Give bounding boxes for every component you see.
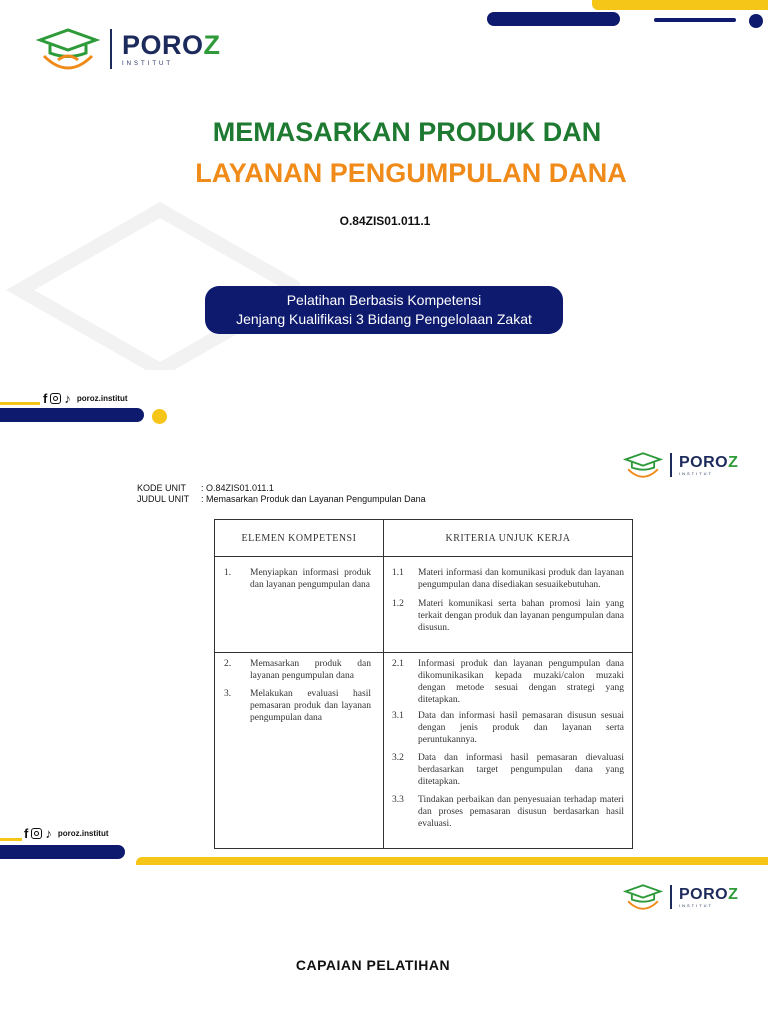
table-row <box>215 557 633 653</box>
cover-unit-code: O.84ZIS01.011.1 <box>339 214 431 228</box>
instagram-icon[interactable] <box>50 393 61 404</box>
criteria-item: 1.2 Materi komunikasi serta bahan promosi lain yang terkait dengan produk dan layanan pengumpulan dana disusun. <box>392 599 624 633</box>
criteria-item: 3.2 Data dan informasi hasil pemasaran dievaluasi berdasarkan target pengumpulan dana yang ditetapkan. <box>392 753 624 787</box>
graduation-cap-icon <box>623 884 663 910</box>
brand-logo-small <box>623 884 738 910</box>
table-header-row <box>215 520 633 557</box>
brand-wordmark-small: POROZ <box>679 453 739 471</box>
header-kriteria: KRITERIA UNJUK KERJA <box>384 520 633 557</box>
competency-table <box>214 519 633 849</box>
judul-unit-line <box>137 494 426 504</box>
judul-unit-value: : Memasarkan Produk dan Layanan Pengumpulan Dana <box>201 494 426 504</box>
footer-navy-bar <box>0 845 125 859</box>
brand-subtitle-small: INSTITUT <box>679 902 713 908</box>
facebook-icon[interactable]: f <box>24 826 29 841</box>
criteria-item: 3.3 Tindakan perbaikan dan penyesuaian terhadap materi dan proses pemasaran disusun berdasarkan hasil evaluasi. <box>392 795 624 829</box>
pill-line1: Pelatihan Berbasis Kompetensi <box>286 292 482 308</box>
pill-line2: Jenjang Kualifikasi 3 Bidang Pengelolaan Zakat <box>236 311 532 327</box>
brand-logo-small <box>623 452 738 478</box>
top-navy-line <box>654 18 736 22</box>
header-elemen: ELEMEN KOMPETENSI <box>215 520 384 557</box>
graduation-cap-icon <box>623 452 663 478</box>
cover-footer-navy-bar <box>0 408 144 422</box>
tiktok-icon[interactable]: ♪ <box>45 826 52 841</box>
criteria-item: 2.1 Informasi produk dan layanan pengumpulan dana dikomunikasikan kepada muzaki/calon muzaki dengan metode sesuai dengan strategi yang ditetapkan. <box>392 659 624 705</box>
graduation-cap-icon <box>36 28 100 70</box>
top-gold-bar <box>592 0 768 10</box>
element-item: 1. Menyiapkan informasi produk dan layanan pengumpulan dana <box>224 568 371 590</box>
judul-unit-label: JUDUL UNIT <box>137 494 190 504</box>
criteria-item: 3.1 Data dan informasi hasil pemasaran disusun sesuai dengan jenis produk dan layanan serta peruntukannya. <box>392 711 624 745</box>
footer-gold-line <box>0 838 22 841</box>
top-navy-dot <box>749 14 763 28</box>
tiktok-icon[interactable]: ♪ <box>64 391 71 406</box>
kode-unit-label: KODE UNIT <box>137 483 187 493</box>
criteria-item: 1.1 Materi informasi dan komunikasi produk dan layanan pengumpulan dana disediakan sesuaikebutuhan. <box>392 568 624 590</box>
brand-logo <box>36 28 221 70</box>
element-item: 2. Memasarkan produk dan layanan pengumpulan dana <box>224 659 371 681</box>
section-title-capaian: CAPAIAN PELATIHAN <box>295 957 451 973</box>
brand-wordmark-small: POROZ <box>679 885 739 903</box>
row2-elements <box>215 653 384 849</box>
kode-unit-value: : O.84ZIS01.011.1 <box>201 483 274 493</box>
brand-wordmark: POROZ <box>122 29 221 60</box>
brand-subtitle: INSTITUT <box>122 60 173 67</box>
footer-gold-band <box>136 857 768 865</box>
brand-subtitle-small: INSTITUT <box>679 470 713 476</box>
element-item: 3. Melakukan evaluasi hasil pemasaran produk dan layanan pengumpulan dana <box>224 689 371 723</box>
social-links <box>24 826 109 841</box>
cover-footer-gold-dot <box>152 409 167 424</box>
instagram-icon[interactable] <box>31 828 42 839</box>
cover-title-line1: MEMASARKAN PRODUK DAN <box>212 117 602 147</box>
row1-criteria <box>384 557 633 653</box>
row1-elements <box>215 557 384 653</box>
table-row <box>215 653 633 849</box>
kode-unit-line <box>137 483 274 493</box>
social-handle[interactable]: poroz.institut <box>76 394 128 403</box>
watermark-cap-icon <box>0 170 300 370</box>
cover-title-line2: LAYANAN PENGUMPULAN DANA <box>195 158 627 188</box>
facebook-icon[interactable]: f <box>43 391 48 406</box>
row2-criteria <box>384 653 633 849</box>
top-navy-bar <box>487 12 620 26</box>
training-info-pill <box>205 286 563 334</box>
social-handle[interactable]: poroz.institut <box>57 829 109 838</box>
cover-footer-gold-line <box>0 402 40 405</box>
social-links <box>43 391 128 406</box>
